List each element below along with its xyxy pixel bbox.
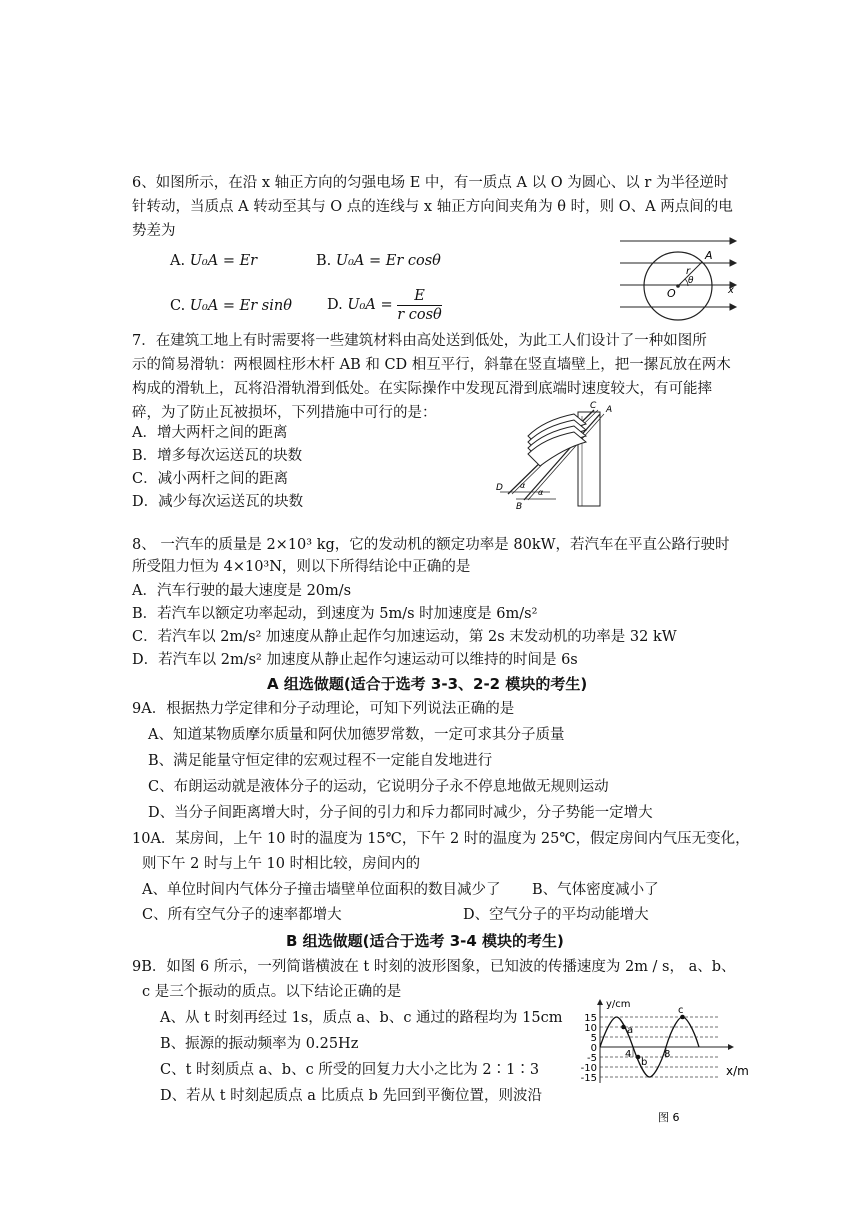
q10a-option-d: D、空气分子的平均动能增大	[463, 907, 649, 923]
figure-caption: 图 6	[658, 1111, 680, 1124]
q6-option-c-expr: U₀A = Er sinθ	[189, 298, 292, 314]
q6-option-b-label: B.	[316, 253, 332, 269]
label-d: D	[496, 483, 503, 493]
x-tick-8: 8	[664, 1049, 671, 1060]
label-b: B	[516, 502, 523, 510]
q6-option-d-lhs: U₀A =	[347, 297, 393, 313]
q7-option-c: C．减小两杆之间的距离	[132, 471, 289, 487]
label-a: A	[705, 249, 713, 262]
label-r: r	[686, 266, 691, 277]
q9a-option-a: A、知道某物质摩尔质量和阿伏加德罗常数，一定可求其分子质量	[148, 727, 565, 743]
q8-option-b: B．若汽车以额定功率起动，到速度为 5m/s 时加速度是 6m/s²	[132, 606, 538, 622]
q10a-option-a: A、单位时间内气体分子撞击墙壁单位面积的数目减少了	[142, 882, 501, 898]
q9b-option-a: A、从 t 时刻再经过 1s，质点 a、b、c 通过的路程均为 15cm	[160, 1010, 563, 1026]
section-a-heading: A 组选做题(适合于选考 3-3、2-2 模块的考生)	[267, 675, 588, 693]
q9a-option-d: D、当分子间距离增大时，分子间的引力和斥力都同时减少，分子势能一定增大	[148, 805, 653, 821]
y-tick-10: 10	[584, 1023, 597, 1034]
q7-line3: 构成的滑轨上，瓦将沿滑轨滑到低处。在实际操作中发现瓦滑到底端时速度较大，有可能摔	[132, 381, 712, 397]
x-tick-4: 4	[625, 1049, 632, 1060]
y-tick-neg15: -15	[580, 1073, 597, 1084]
q6-option-b-expr: U₀A = Er cosθ	[335, 253, 441, 269]
label-x: x	[728, 285, 734, 296]
y-axis-label: y/cm	[606, 999, 631, 1010]
q6-line3: 势差为	[132, 223, 176, 239]
fraction-numerator: E	[397, 287, 442, 306]
label-o: O	[667, 287, 676, 300]
q7-slide-diagram	[494, 398, 620, 510]
section-b-heading: B 组选做题(适合于选考 3-4 模块的考生)	[286, 932, 564, 950]
point-b-label: b	[641, 1057, 648, 1068]
y-tick-0: 0	[590, 1043, 597, 1054]
q7-line2: 示的简易滑轨：两根圆柱形木杆 AB 和 CD 相互平行，斜靠在竖直墙壁上，把一摞瓦放在两木	[132, 357, 731, 373]
x-axis-label: x/m	[726, 1064, 749, 1078]
q9b-line2: c 是三个振动的质点。以下结论正确的是	[142, 984, 402, 1000]
q9b-option-d: D、若从 t 时刻起质点 a 比质点 b 先回到平衡位置，则波沿	[160, 1088, 543, 1104]
q10a-line2: 则下午 2 时与上午 10 时相比较，房间内的	[142, 856, 421, 872]
label-alpha-1: α	[520, 481, 526, 490]
q6-option-a	[170, 251, 257, 271]
q7-line1: 7．在建筑工地上有时需要将一些建筑材料由高处送到低处，为此工人们设计了一种如图所	[132, 333, 707, 349]
q10a-option-b: B、气体密度减小了	[532, 882, 659, 898]
label-alpha-2: α	[538, 488, 544, 497]
point-c-label: c	[678, 1005, 684, 1016]
q6-option-a-label: A.	[170, 253, 186, 269]
fraction-denominator: r cosθ	[397, 306, 442, 323]
q9b-line1: 9B．如图 6 所示，一列简谐横波在 t 时刻的波形图象，已知波的传播速度为 2m / s， a、b、	[132, 959, 736, 975]
q6-option-b	[316, 251, 441, 271]
q8-option-d: D．若汽车以 2m/s² 加速度从静止起作匀速运动可以维持的时间是 6s	[132, 652, 578, 668]
q10a-line1: 10A．某房间，上午 10 时的温度为 15℃，下午 2 时的温度为 25℃，假定房间内气压无变化，	[132, 831, 750, 847]
q8-option-c: C．若汽车以 2m/s² 加速度从静止起作匀加速运动，第 2s 末发动机的功率是 32 kW	[132, 629, 677, 645]
q6-line1: 6、如图所示，在沿 x 轴正方向的匀强电场 E 中，有一质点 A 以 O 为圆心、以 r 为半径逆时	[132, 175, 729, 191]
figure-6-waveform	[580, 995, 755, 1130]
q6-option-c	[170, 296, 292, 316]
q7-option-d: D．减少每次运送瓦的块数	[132, 494, 304, 510]
q6-option-c-label: C.	[170, 298, 186, 314]
q10a-option-c: C、所有空气分子的速率都增大	[142, 907, 342, 923]
q9b-option-b: B、振源的振动频率为 0.25Hz	[160, 1036, 359, 1052]
q8-option-a: A．汽车行驶的最大速度是 20m/s	[132, 583, 352, 599]
q7-line4: 碎，为了防止瓦被损坏，下列措施中可行的是：	[132, 405, 437, 421]
q9b-option-c: C、t 时刻质点 a、b、c 所受的回复力大小之比为 2∶1∶3	[160, 1062, 540, 1078]
q8-line1: 8、 一汽车的质量是 2×10³ kg，它的发动机的额定功率是 80kW，若汽车在平直公路行驶时	[132, 537, 730, 553]
q8-line2: 所受阻力恒为 4×10³N，则以下所得结论中正确的是	[132, 559, 471, 575]
q6-line2: 针转动，当质点 A 转动至其与 O 点的连线与 x 轴正方向间夹角为 θ 时，则 O、A 两点间的电	[132, 199, 733, 215]
q9a-option-b: B、满足能量守恒定律的宏观过程不一定能自发地进行	[148, 753, 493, 769]
label-theta: θ	[688, 276, 694, 286]
q6-option-a-expr: U₀A = Er	[189, 253, 258, 269]
q7-option-b: B．增多每次运送瓦的块数	[132, 448, 303, 464]
y-tick-neg5: -5	[587, 1053, 597, 1064]
point-a-label: a	[627, 1025, 634, 1036]
label-c: C	[590, 401, 597, 411]
q6-option-d-fraction	[397, 287, 442, 324]
label-a: A	[606, 405, 613, 415]
y-tick-neg10: -10	[580, 1063, 597, 1074]
q9a-stem: 9A．根据热力学定律和分子动理论，可知下列说法正确的是	[132, 701, 515, 717]
q6-option-d	[327, 284, 442, 326]
q6-field-diagram	[618, 233, 738, 328]
q7-option-a: A．增大两杆之间的距离	[132, 425, 288, 441]
q6-option-d-label: D.	[327, 297, 343, 313]
y-tick-15: 15	[584, 1013, 597, 1024]
y-tick-5: 5	[590, 1033, 597, 1044]
q9a-option-c: C、布朗运动就是液体分子的运动，它说明分子永不停息地做无规则运动	[148, 779, 609, 795]
